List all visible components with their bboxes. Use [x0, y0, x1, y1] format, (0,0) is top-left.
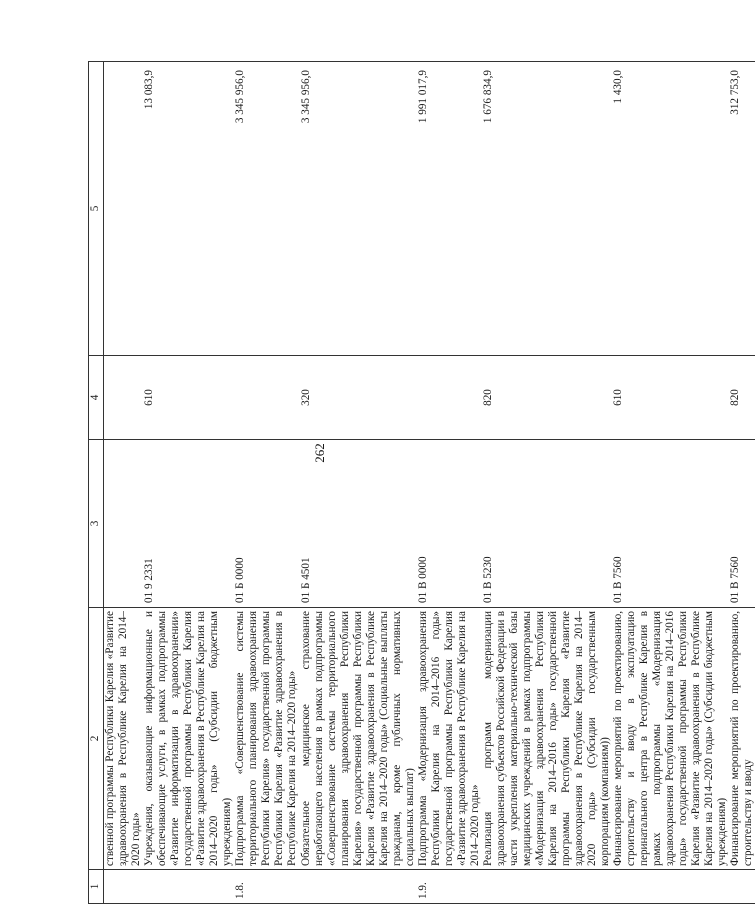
table-row: [143, 62, 234, 904]
row-description: Обязательное медицинское страхование неработающего населения в рамках подпрограммы «Совершенствование системы территориального планирования здравоохранения Республики Карелия» государственной программы Республики Карелия «Развитие здравоохранения в Республике Карелия на 2014–2020 годы» (Социальные выплаты гражданам, кроме публичных нормативных социальных выплат): [300, 608, 417, 870]
row-code: [104, 440, 144, 608]
row-amount: 1 430,0: [612, 62, 729, 356]
row-number: [300, 870, 417, 904]
column-header-4: 4: [89, 356, 104, 440]
row-amount: 312 753,0: [729, 62, 755, 356]
row-amount: 1 676 834,9: [482, 62, 612, 356]
row-code: 01 9 2331: [143, 440, 234, 608]
row-code: 01 В 7560: [612, 440, 729, 608]
row-amount: 3 345 956,0: [234, 62, 300, 356]
table-row: [482, 62, 612, 904]
row-description: Финансирование мероприятий по проектированию, строительству и вводу в эксплуатацию перинатального центра в Республике Карелия в рамках подпрограммы «Модернизация здравоохранения Республики Карелия на 2014–2016 годы» государственной программы Республики Карелия «Развитие здравоохранения в Республике Карелия на 2014–2020 годы» (Субсидии бюджетным учреждениям): [612, 608, 729, 870]
row-expense-type: 320: [300, 356, 417, 440]
row-expense-type: 610: [143, 356, 234, 440]
row-number: [143, 870, 234, 904]
row-description: Реализация программ модернизации здравоохранения субъектов Российской Федерации в части укрепления материально-технической базы медицинских учреждений в рамках подпрограммы «Модернизация здравоохранения Республики Карелия на 2014–2016 годы» государственной программы Республики Карелия «Развитие здравоохранения в Республике Карелия на 2014–2020 годы» (Субсидии государственным корпорациям (компаниям)): [482, 608, 612, 870]
table-row: [234, 62, 300, 904]
row-description: Подпрограмма «Совершенствование системы территориального планирования здравоохранения Республики Карелия» государственной программы Республики Карелия «Развитие здравоохранения в Республике Карелия на 2014–2020 годы»: [234, 608, 300, 870]
row-code: 01 В 7560: [729, 440, 755, 608]
row-number: 1.9.: [417, 870, 482, 904]
table-row: [104, 62, 144, 904]
row-code: 01 Б 0000: [234, 440, 300, 608]
table-row: [612, 62, 729, 904]
row-expense-type: 820: [729, 356, 755, 440]
row-description: Учреждения, оказывающие информационные и обеспечивающие услуги, в рамках подпрограммы «Развитие информатизации в здравоохранении» государственной программы Республики Карелия «Развитие здравоохранения в Республике Карелия на 2014–2020 годы» (Субсидии бюджетным учреждениям): [143, 608, 234, 870]
row-expense-type: [234, 356, 300, 440]
row-description: ственной программы Республики Карелия «Развитие здравоохранения в Республике Карелия на 2014–2020 годы»: [104, 608, 144, 870]
table-row: [417, 62, 482, 904]
row-code: 01 В 0000: [417, 440, 482, 608]
row-description: Подпрограмма «Модернизация здравоохранения Республики Карелия на 2014–2016 годы» государственной программы Республики Карелия «Развитие здравоохранения в Республике Карелия на 2014–2020 годы»: [417, 608, 482, 870]
row-expense-type: [417, 356, 482, 440]
row-code: 01 В 5230: [482, 440, 612, 608]
row-number: [612, 870, 729, 904]
column-header-3: 3: [89, 440, 104, 608]
table-row: [300, 62, 417, 904]
table-row: [729, 62, 755, 904]
row-expense-type: 610: [612, 356, 729, 440]
column-header-5: 5: [89, 62, 104, 356]
row-code: 01 Б 4501: [300, 440, 417, 608]
row-number: 1.8.: [234, 870, 300, 904]
row-expense-type: [104, 356, 144, 440]
row-number: [482, 870, 612, 904]
row-amount: 1 991 017,9: [417, 62, 482, 356]
row-amount: 3 345 956,0: [300, 62, 417, 356]
row-description: Финансирование мероприятий по проектированию, строительству и вводу: [729, 608, 755, 870]
row-amount: 13 083,9: [143, 62, 234, 356]
table-header-row: [89, 62, 104, 904]
page-number: 262: [312, 443, 327, 463]
row-number: [104, 870, 144, 904]
row-number: [729, 870, 755, 904]
budget-table-wrapper: [88, 62, 754, 904]
column-header-2: 2: [89, 608, 104, 870]
budget-table: [88, 61, 755, 904]
column-header-1: 1: [89, 870, 104, 904]
row-amount: [104, 62, 144, 356]
row-expense-type: 820: [482, 356, 612, 440]
